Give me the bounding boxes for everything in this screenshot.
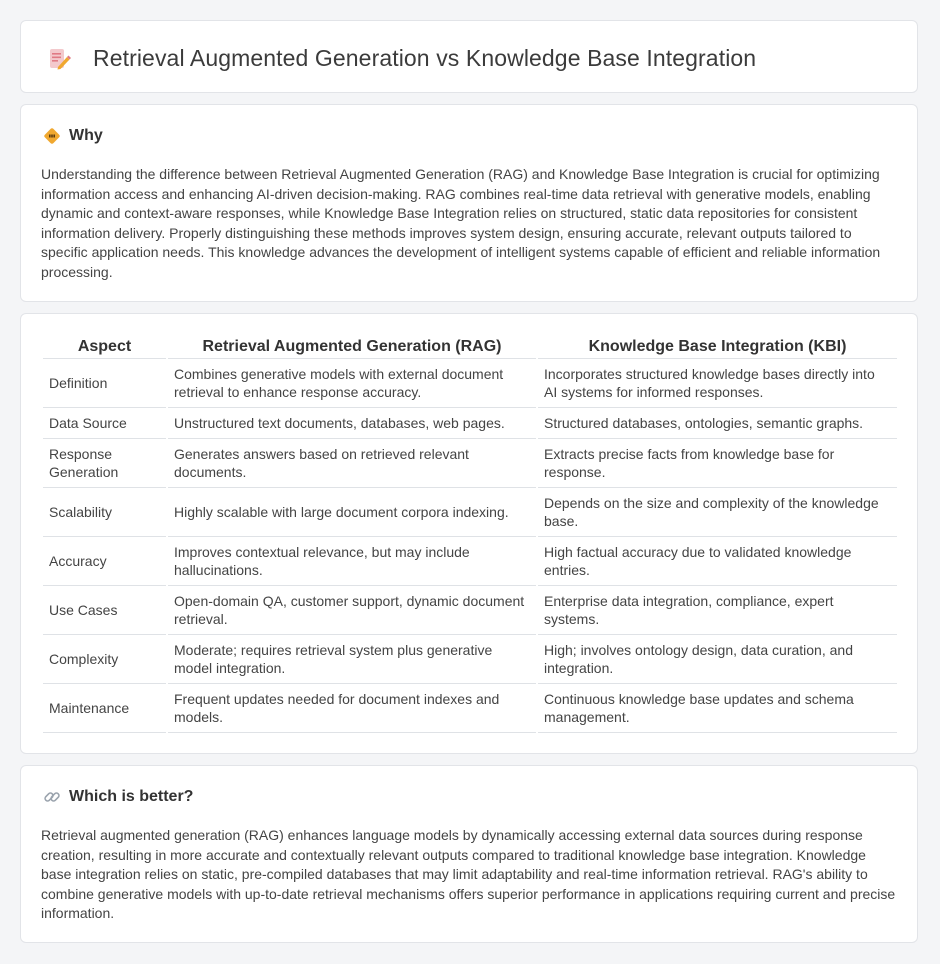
column-header-kbi: Knowledge Base Integration (KBI) [538, 334, 897, 359]
column-header-rag: Retrieval Augmented Generation (RAG) [168, 334, 536, 359]
cell-aspect: Scalability [43, 488, 166, 537]
table-row [43, 488, 897, 537]
cell-aspect: Use Cases [43, 586, 166, 635]
table-row [43, 684, 897, 733]
table-row [43, 439, 897, 488]
cell-rag: Combines generative models with external document retrieval to enhance response accuracy. [168, 359, 536, 408]
cell-kbi: Enterprise data integration, compliance, expert systems. [538, 586, 897, 635]
why-section [20, 104, 918, 302]
cell-rag: Frequent updates needed for document indexes and models. [168, 684, 536, 733]
cell-kbi: Continuous knowledge base updates and schema management. [538, 684, 897, 733]
table-row [43, 408, 897, 439]
cell-rag: Open-domain QA, customer support, dynamic document retrieval. [168, 586, 536, 635]
which-is-better-section [20, 765, 918, 943]
cell-aspect: Maintenance [43, 684, 166, 733]
why-heading: Why [69, 127, 103, 144]
table-row [43, 537, 897, 586]
cell-aspect: Response Generation [43, 439, 166, 488]
column-header-aspect: Aspect [43, 334, 166, 359]
table-row [43, 359, 897, 408]
cell-rag: Improves contextual relevance, but may include hallucinations. [168, 537, 536, 586]
cell-kbi: Depends on the size and complexity of the knowledge base. [538, 488, 897, 537]
better-heading-row [43, 788, 193, 806]
document-pencil-icon [47, 47, 71, 71]
table-row [43, 586, 897, 635]
cell-aspect: Complexity [43, 635, 166, 684]
why-text: Understanding the difference between Retrieval Augmented Generation (RAG) and Knowledge Base Integration is crucial for optimizing information access and enhancing AI-driven decision-making. RAG combines real-time data retrieval with generative models, enabling dynamic and context-aware responses, while Knowledge Base Integration relies on structured, static data repositories for consistent information delivery. Properly distinguishing these methods improves system design, ensuring accurate, relevant outputs tailored to specific application needs. This knowledge advances the development of intelligent systems capable of efficient and reliable information processing. [41, 166, 881, 280]
comparison-section [20, 313, 918, 754]
better-text: Retrieval augmented generation (RAG) enhances language models by dynamically accessing external data sources during response creation, resulting in more accurate and contextually relevant outputs compared to traditional knowledge base integration. Knowledge base integration relies on static, pre-compiled databases that may limit adaptability and real-time information retrieval. RAG's ability to combine generative models with up-to-date retrieval mechanisms offers superior performance in applications requiring current and precise information. [41, 827, 896, 921]
cell-kbi: Incorporates structured knowledge bases directly into AI systems for informed responses. [538, 359, 897, 408]
page-title: Retrieval Augmented Generation vs Knowledge Base Integration [93, 45, 757, 71]
better-heading: Which is better? [69, 788, 194, 805]
cell-aspect: Data Source [43, 408, 166, 439]
cell-rag: Highly scalable with large document corpora indexing. [168, 488, 536, 537]
link-icon [43, 788, 61, 806]
cell-rag: Unstructured text documents, databases, web pages. [168, 408, 536, 439]
cell-aspect: Accuracy [43, 537, 166, 586]
cell-rag: Generates answers based on retrieved relevant documents. [168, 439, 536, 488]
cell-kbi: Extracts precise facts from knowledge base for response. [538, 439, 897, 488]
table-row [43, 635, 897, 684]
cell-aspect: Definition [43, 359, 166, 408]
cell-kbi: High factual accuracy due to validated knowledge entries. [538, 537, 897, 586]
comparison-table [41, 334, 899, 733]
title-row [47, 45, 756, 72]
table-header-row [43, 334, 897, 359]
cell-rag: Moderate; requires retrieval system plus generative model integration. [168, 635, 536, 684]
title-card [20, 20, 918, 93]
why-heading-row [43, 127, 103, 145]
cell-kbi: High; involves ontology design, data curation, and integration. [538, 635, 897, 684]
cell-kbi: Structured databases, ontologies, semantic graphs. [538, 408, 897, 439]
diamond-sign-icon [43, 127, 61, 145]
